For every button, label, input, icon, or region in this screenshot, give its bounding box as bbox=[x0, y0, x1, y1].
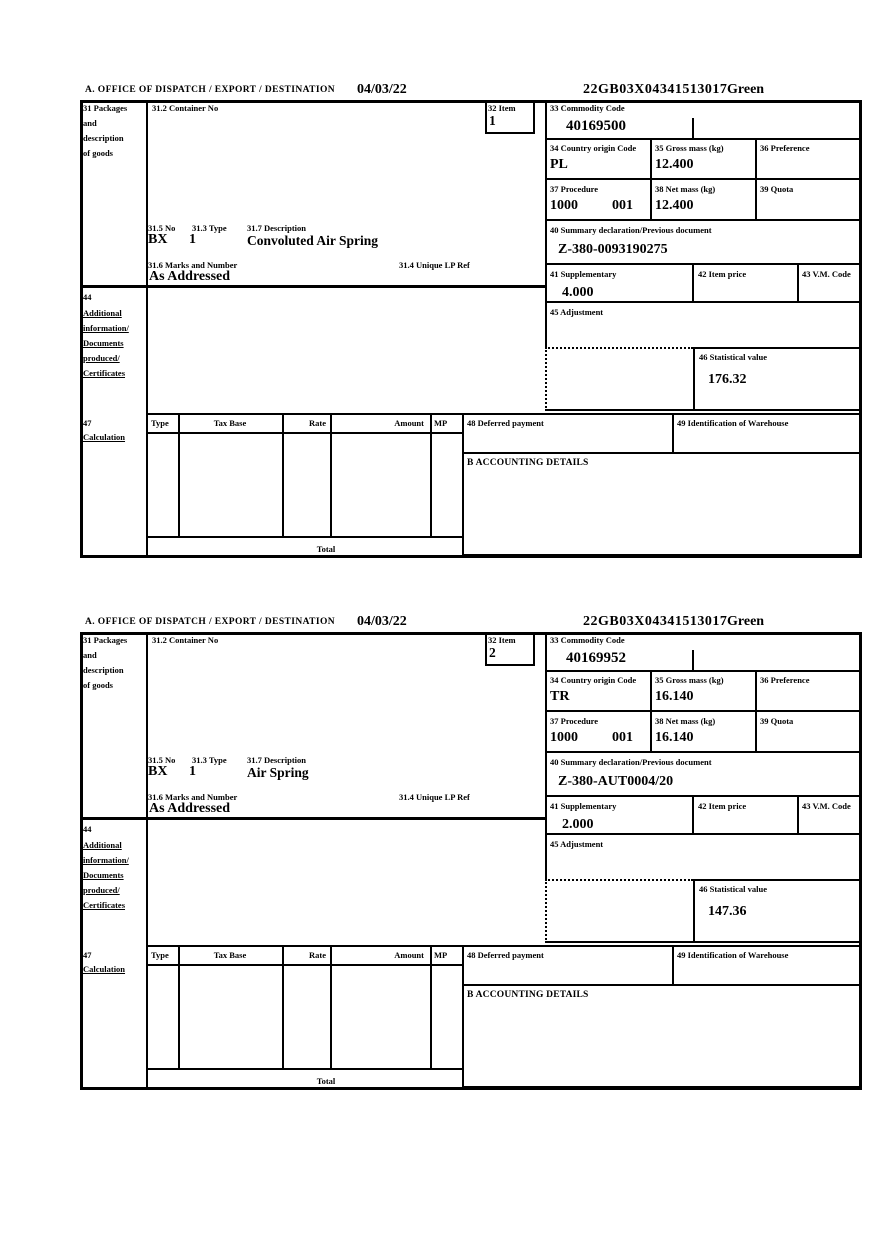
box47-number-label: 47 bbox=[83, 418, 92, 428]
commodity-code-tick-line bbox=[692, 118, 694, 140]
calc-col-amount-header: Amount bbox=[394, 950, 424, 960]
box31-2-container-no-label: 31.2 Container No bbox=[152, 103, 219, 113]
accounting-details-label: B ACCOUNTING DETAILS bbox=[467, 990, 589, 1000]
box31-7-description-label: 31.7 Description bbox=[247, 755, 307, 765]
box44-label-line1: Additional bbox=[83, 840, 122, 850]
box38-net-mass-label: 38 Net mass (kg) bbox=[655, 716, 716, 726]
box46-statistical-value-label: 46 Statistical value bbox=[699, 884, 767, 894]
box35-gross-mass-label: 35 Gross mass (kg) bbox=[655, 143, 724, 153]
section-divider-line bbox=[80, 285, 547, 288]
box47-number-label: 47 bbox=[83, 950, 92, 960]
grid-line bbox=[462, 452, 862, 454]
grid-line bbox=[146, 1068, 464, 1070]
grid-line bbox=[755, 672, 757, 753]
box44-label-line3: Documents bbox=[83, 870, 124, 880]
box32-item-value: 1 bbox=[489, 113, 496, 128]
grid-line bbox=[545, 138, 862, 140]
box31-7-description-value: Convoluted Air Spring bbox=[247, 233, 379, 248]
box38-net-mass-value: 16.140 bbox=[655, 730, 694, 745]
box46-statistical-value: 176.32 bbox=[708, 372, 747, 387]
box31-5-no-label: 31.5 No bbox=[148, 755, 176, 765]
box49-warehouse-label: 49 Identification of Warehouse bbox=[677, 950, 789, 960]
box37-procedure-value1: 1000 bbox=[550, 198, 578, 213]
declaration-item-sheet bbox=[80, 614, 862, 1092]
route-indicator-value: Green bbox=[727, 614, 765, 629]
section-divider-line bbox=[80, 817, 547, 820]
box31-2-container-no-label: 31.2 Container No bbox=[152, 635, 219, 645]
accounting-details-label: B ACCOUNTING DETAILS bbox=[467, 458, 589, 468]
route-indicator-value: Green bbox=[727, 82, 765, 97]
box42-item-price-label: 42 Item price bbox=[698, 269, 747, 279]
grid-line bbox=[545, 178, 862, 180]
box31-4-unique-lp-ref-label: 31.4 Unique LP Ref bbox=[399, 792, 470, 802]
box31-5-no-label: 31.5 No bbox=[148, 223, 176, 233]
box31-6-marks-value: As Addressed bbox=[149, 269, 231, 284]
box42-item-price-label: 42 Item price bbox=[698, 801, 747, 811]
calc-col-rate-header: Rate bbox=[309, 950, 326, 960]
grid-line bbox=[462, 554, 862, 556]
box41-supplementary-label: 41 Supplementary bbox=[550, 269, 617, 279]
box31-label-line1: 31 Packages bbox=[83, 103, 128, 113]
grid-line bbox=[146, 945, 862, 947]
grid-line bbox=[462, 947, 464, 1088]
box33-commodity-code-value: 40169952 bbox=[566, 650, 626, 666]
form-outer-border bbox=[80, 100, 862, 558]
entry-reference-value: 22GB03X04341513017 bbox=[583, 614, 728, 629]
box31-label-line2: and bbox=[83, 650, 97, 660]
calc-col-type-header: Type bbox=[151, 950, 169, 960]
box32-item-label: 32 Item bbox=[488, 635, 516, 645]
box44-label-line2: information/ bbox=[83, 855, 129, 865]
box44-label-line2: information/ bbox=[83, 323, 129, 333]
box35-gross-mass-value: 16.140 bbox=[655, 689, 694, 704]
grid-line bbox=[755, 140, 757, 221]
grid-line bbox=[545, 795, 862, 797]
box44-label-line4: produced/ bbox=[83, 353, 120, 363]
dispatch-date-value: 04/03/22 bbox=[357, 82, 407, 97]
grid-line bbox=[146, 536, 464, 538]
box33-commodity-code-value: 40169500 bbox=[566, 118, 626, 134]
grid-line bbox=[545, 263, 862, 265]
box49-warehouse-label: 49 Identification of Warehouse bbox=[677, 418, 789, 428]
box34-country-origin-label: 34 Country origin Code bbox=[550, 143, 637, 153]
box44-label-line4: produced/ bbox=[83, 885, 120, 895]
entry-reference-value: 22GB03X04341513017 bbox=[583, 82, 728, 97]
box43-vm-code-label: 43 V.M. Code bbox=[802, 269, 851, 279]
box33-commodity-code-label: 33 Commodity Code bbox=[550, 103, 625, 113]
box34-country-origin-value: TR bbox=[550, 689, 570, 704]
box31-label-line1: 31 Packages bbox=[83, 635, 128, 645]
box31-6-marks-value: As Addressed bbox=[149, 801, 231, 816]
box31-4-unique-lp-ref-label: 31.4 Unique LP Ref bbox=[399, 260, 470, 270]
box32-item-label: 32 Item bbox=[488, 103, 516, 113]
box31-3-type-value: 1 bbox=[189, 764, 196, 779]
box48-deferred-payment-label: 48 Deferred payment bbox=[467, 950, 544, 960]
box44-label-line3: Documents bbox=[83, 338, 124, 348]
box40-summary-declaration-label: 40 Summary declaration/Previous document bbox=[550, 757, 712, 767]
box31-5-no-value: BX bbox=[148, 232, 168, 247]
box31-7-description-value: Air Spring bbox=[247, 765, 309, 780]
grid-line bbox=[146, 100, 148, 558]
box44-label-line5: Certificates bbox=[83, 900, 126, 910]
grid-line bbox=[462, 1086, 862, 1088]
box40-summary-declaration-value: Z-380-AUT0004/20 bbox=[558, 774, 674, 789]
grid-line bbox=[650, 672, 652, 753]
grid-line bbox=[146, 632, 148, 1090]
box47-calculation-label: Calculation bbox=[83, 964, 126, 974]
box45-adjustment-label: 45 Adjustment bbox=[550, 839, 604, 849]
grid-line bbox=[545, 751, 862, 753]
box39-quota-label: 39 Quota bbox=[760, 716, 794, 726]
grid-line bbox=[545, 301, 862, 303]
grid-line bbox=[797, 265, 799, 303]
calc-col-type-header: Type bbox=[151, 418, 169, 428]
box41-supplementary-label: 41 Supplementary bbox=[550, 801, 617, 811]
grid-line bbox=[146, 964, 464, 966]
grid-line bbox=[650, 140, 652, 221]
box31-label-line2: and bbox=[83, 118, 97, 128]
box40-summary-declaration-label: 40 Summary declaration/Previous document bbox=[550, 225, 712, 235]
box37-procedure-label: 37 Procedure bbox=[550, 716, 599, 726]
office-of-dispatch-label: A. OFFICE OF DISPATCH / EXPORT / DESTINATION bbox=[85, 85, 336, 95]
grid-line bbox=[692, 265, 694, 303]
form-outer-border bbox=[80, 632, 862, 1090]
box31-label-line3: description bbox=[83, 133, 124, 143]
calc-col-tax-base-header: Tax Base bbox=[213, 418, 247, 428]
box37-procedure-value2: 001 bbox=[612, 198, 633, 213]
dotted-subtotal-cell bbox=[545, 347, 693, 411]
grid-line bbox=[672, 415, 674, 454]
box46-statistical-value-label: 46 Statistical value bbox=[699, 352, 767, 362]
box45-adjustment-label: 45 Adjustment bbox=[550, 307, 604, 317]
grid-line bbox=[462, 415, 464, 556]
commodity-code-tick-line bbox=[692, 650, 694, 672]
dispatch-date-value: 04/03/22 bbox=[357, 614, 407, 629]
box31-5-no-value: BX bbox=[148, 764, 168, 779]
calc-total-label: Total bbox=[316, 1076, 336, 1086]
box41-supplementary-value: 2.000 bbox=[562, 817, 594, 832]
box35-gross-mass-value: 12.400 bbox=[655, 157, 694, 172]
box39-quota-label: 39 Quota bbox=[760, 184, 794, 194]
declaration-item-sheet bbox=[80, 82, 862, 560]
box31-6-marks-label: 31.6 Marks and Number bbox=[148, 260, 238, 270]
box33-commodity-code-label: 33 Commodity Code bbox=[550, 635, 625, 645]
grid-line bbox=[462, 984, 862, 986]
grid-line bbox=[672, 947, 674, 986]
box36-preference-label: 36 Preference bbox=[760, 143, 810, 153]
box44-number-label: 44 bbox=[83, 824, 92, 834]
box31-3-type-value: 1 bbox=[189, 232, 196, 247]
box31-3-type-label: 31.3 Type bbox=[192, 755, 227, 765]
box31-label-line4: of goods bbox=[83, 148, 113, 158]
grid-line bbox=[545, 833, 862, 835]
box36-preference-label: 36 Preference bbox=[760, 675, 810, 685]
box48-deferred-payment-label: 48 Deferred payment bbox=[467, 418, 544, 428]
calc-total-label: Total bbox=[316, 544, 336, 554]
calc-col-amount-header: Amount bbox=[394, 418, 424, 428]
grid-line bbox=[797, 797, 799, 835]
box38-net-mass-value: 12.400 bbox=[655, 198, 694, 213]
grid-line bbox=[146, 432, 464, 434]
box44-label-line1: Additional bbox=[83, 308, 122, 318]
calc-col-mp-header: MP bbox=[434, 418, 448, 428]
grid-line bbox=[692, 797, 694, 835]
dotted-subtotal-cell bbox=[545, 879, 693, 943]
box44-number-label: 44 bbox=[83, 292, 92, 302]
grid-line bbox=[545, 670, 862, 672]
box31-label-line4: of goods bbox=[83, 680, 113, 690]
box43-vm-code-label: 43 V.M. Code bbox=[802, 801, 851, 811]
box31-7-description-label: 31.7 Description bbox=[247, 223, 307, 233]
box37-procedure-value1: 1000 bbox=[550, 730, 578, 745]
box35-gross-mass-label: 35 Gross mass (kg) bbox=[655, 675, 724, 685]
box40-summary-declaration-value: Z-380-0093190275 bbox=[558, 242, 668, 257]
box47-calculation-label: Calculation bbox=[83, 432, 126, 442]
calc-col-rate-header: Rate bbox=[309, 418, 326, 428]
box41-supplementary-value: 4.000 bbox=[562, 285, 594, 300]
box44-label-line5: Certificates bbox=[83, 368, 126, 378]
box46-statistical-value: 147.36 bbox=[708, 904, 747, 919]
box37-procedure-label: 37 Procedure bbox=[550, 184, 599, 194]
box38-net-mass-label: 38 Net mass (kg) bbox=[655, 184, 716, 194]
grid-line bbox=[545, 710, 862, 712]
box34-country-origin-label: 34 Country origin Code bbox=[550, 675, 637, 685]
office-of-dispatch-label: A. OFFICE OF DISPATCH / EXPORT / DESTINATION bbox=[85, 617, 336, 627]
box34-country-origin-value: PL bbox=[550, 157, 568, 172]
grid-line bbox=[545, 219, 862, 221]
box31-3-type-label: 31.3 Type bbox=[192, 223, 227, 233]
box32-item-value: 2 bbox=[489, 645, 496, 660]
box37-procedure-value2: 001 bbox=[612, 730, 633, 745]
box31-6-marks-label: 31.6 Marks and Number bbox=[148, 792, 238, 802]
box31-label-line3: description bbox=[83, 665, 124, 675]
calc-col-mp-header: MP bbox=[434, 950, 448, 960]
grid-line bbox=[146, 413, 862, 415]
calc-col-tax-base-header: Tax Base bbox=[213, 950, 247, 960]
